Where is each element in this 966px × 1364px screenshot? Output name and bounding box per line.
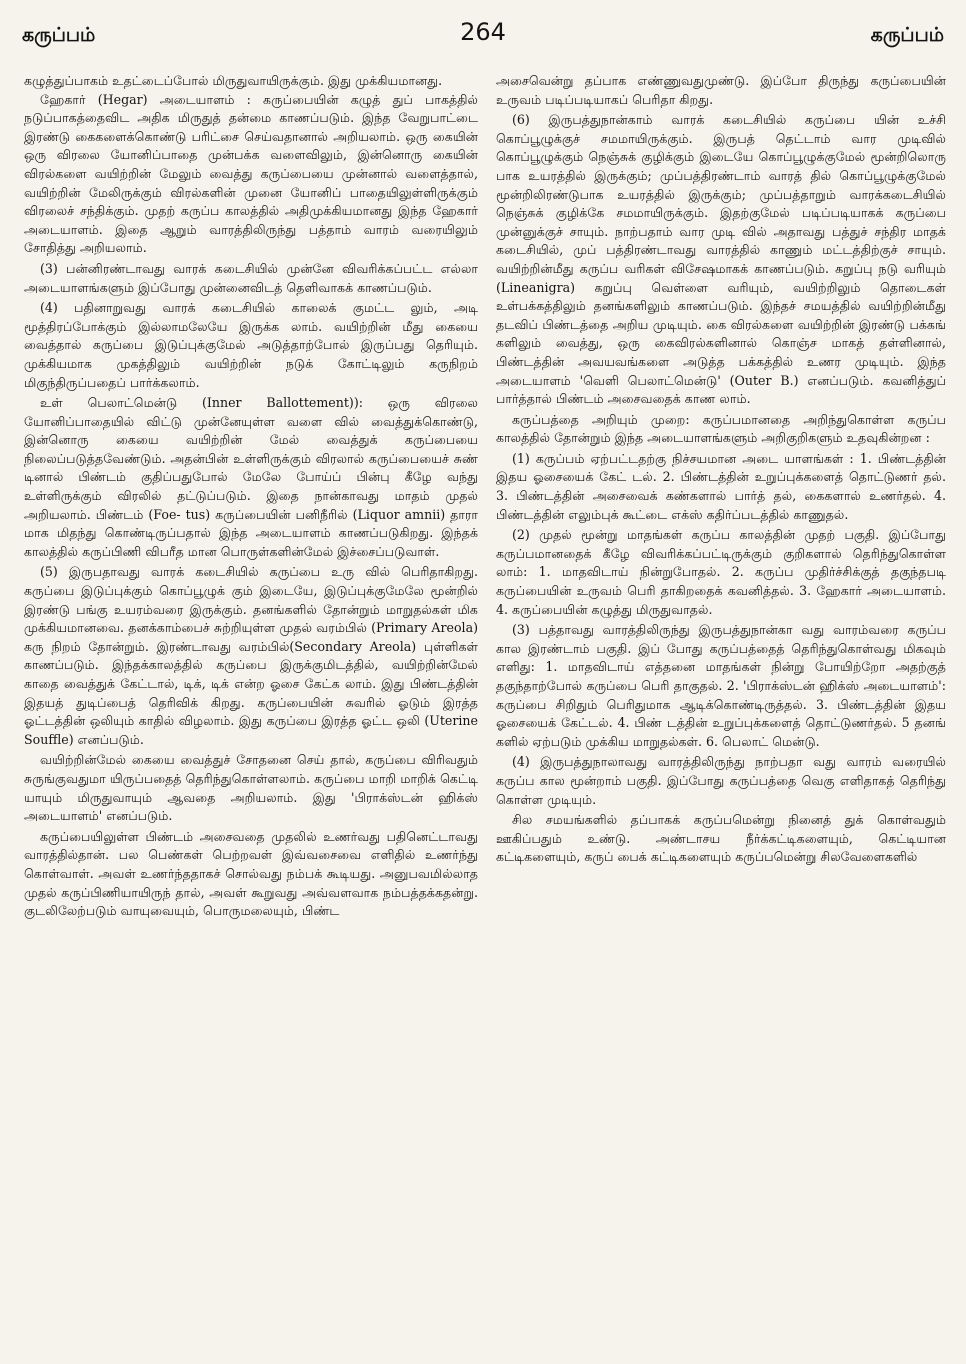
right-column	[496, 72, 946, 1354]
paragraph: (2) முதல் மூன்று மாதங்கள் கருப்ப காலத்தின் முதற் பகுதி. இப்போது கருப்பமானதைக் கீழே விவரிக்கப்பட்டிருக்கும் குறிகளால் தெரிந்துகொள்ள லாம்: 1. மாதவிடாய் நின்றுபோதல். 2. கருப்ப முதிர்ச்சிக்குத் தகுந்தபடி கருப்பையின் உருவம் பெரி தாகிறதைக் கவனித்தல். 3. ஹேகார் அடையாளம். 4. கருப்பையின் கழுத்து மிருதுவாதல்.	[496, 527, 946, 617]
page-number: 264	[460, 18, 506, 46]
running-head-left: கருப்பம்	[22, 24, 96, 46]
paragraph: (6) இருபத்துநான்காம் வாரக் கடைசியில் கருப்பை யின் உச்சி கொப்பூழுக்குச் சமமாயிருக்கும். இருபத் தெட்டாம் வார முடிவில் கொப்பூழுக்கும் நெஞ்சுக் குழிக்கும் இடையே கொப்பூழுக்குமேல் மூன்றிலொரு பாக உயரத்தில் இருக்கும்; முப்பத்திரண்டாம் வாரத் தில் கொப்பூழுக்குமேல் மூன்றிலிரண்டுபாக உயரத்தில் இருக்கும்; முப்பத்தாறும் வாரக்கடைசியில் நெஞ்சுக் குழிக்கே சமமாயிருக்கும். இதற்குமேல் படிப்படியாகக் கருப்பை முன்னுக்குச் சாயும். நாற்பதாம் வார முடி வில் அதாவது பத்துச் சந்திர மாதக் கடைசியில், முப் பத்திரண்டாவது வாரத்தில் காணும் மட்டத்திற்குச் சாயும். வயிற்றின்மீது கருப்ப வரிகள் விசேஷமாகக் காணப்படும். கறுப்பு நடு வரியும் (Lineanigra) கறுப்பு வெள்ளை வரியும், வயிற்றிலும் தொடைகள் உள்பக்கத்திலும் தனங்களிலும் காணப்படும். இந்தச் சமயத்தில் வயிற்றின்மீது தடவிப் பிண்டத்தை அறிய முடியும். கை விரல்களை வயிற்றின் இரண்டு பக்கங் களிலும் வைத்து, ஒரு கைவிரல்களினால் கொஞ்ச மாகத் தள்ளினால், பிண்டத்தின் அவயவங்களை அடுத்த பக்கத்தில் உணர முடியும். இந்த அடையாளம் 'வெளி பெலாட்மென்டு' (Outer B.) எனப்படும். கவனித்துப் பார்த்தால் பிண்டம் அசைவதைக் காண லாம்.	[496, 112, 946, 407]
paragraph: சில சமயங்களில் தப்பாகக் கருப்பமென்று நினைத் துக் கொள்வதும் ஊகிப்பதும் உண்டு. அண்டாசய நீர்க்கட்டிகளையும், கெட்டியான கட்டிகளையும், கருப் பைக் கட்டிகளையும் கருப்பமென்று சிலவேளைகளில்	[496, 812, 946, 865]
paragraph: (3) பன்னிரண்டாவது வாரக் கடைசியில் முன்னே விவரிக்கப்பட்ட எல்லா அடையாளங்களும் இப்போது முன்னைவிடத் தெளிவாகக் காணப்படும்.	[24, 260, 478, 295]
left-column	[24, 72, 478, 1354]
paragraph: வயிற்றின்மேல் கையை வைத்துச் சோதனை செய் தால், கருப்பை விரிவதும் சுருங்குவதுமா யிருப்பதைத் தெரிந்துகொள்ளலாம். கருப்பை மாறி மாறிக் கெட்டி யாயும் மிருதுவாயும் ஆவதை அறியலாம். இது 'பிராக்ஸ்டன் ஹிக்ஸ் அடையாளம்' எனப்படும்.	[24, 752, 478, 824]
paragraph: கருப்பத்தை அறியும் முறை: கருப்பமானதை அறிந்துகொள்ள கருப்ப காலத்தில் தோன்றும் இந்த அடையாளங்களும் அறிகுறிகளும் உதவுகின்றன :	[496, 411, 946, 446]
paragraph: (1) கருப்பம் ஏற்பட்டதற்கு நிச்சயமான அடை யாளங்கள் : 1. பிண்டத்தின் இதய ஓசையைக் கேட் டல். 2. பிண்டத்தின் உறுப்புக்களைத் தொட்டுணர் தல். 3. பிண்டத்தின் அசைவைக் கண்களால் பார்த் தல், கைகளால் உணர்தல். 4. பிண்டத்தின் எலும்புக் கூட்டை எக்ஸ் கதிர்ப்படத்தில் காணுதல்.	[496, 450, 946, 522]
paragraph: (4) பதினாறுவது வாரக் கடைசியில் காலைக் குமட்ட லும், அடி மூத்திரப்போக்கும் இல்லாமலேயே இருக்க லாம். வயிற்றின் மீது கையை வைத்தால் கருப்பை இடுப்புக்குமேல் அடுத்தாற்போல் இருப்பது தெரியும். முக்கியமாக முகத்திலும் வயிற்றின் நடுக் கோட்டிலும் கருநிறம் மிகுந்திருப்பதைப் பார்க்கலாம்.	[24, 300, 478, 390]
paragraph: ஹேகார் (Hegar) அடையாளம் : கருப்பையின் கழுத் துப் பாகத்தில் நடுப்பாகத்தைவிட அதிக மிருதுத் தன்மை காணப்படும். இந்த வேறுபாட்டை இரண்டு கைகளைக்கொண்டு பரிட்சை செய்வதானால் அறியலாம். ஒரு கையின் ஒரு விரலை யோனிப்பாதை முன்பக்க வளைவிலும், இன்னொரு கையின் விரல்களை வயிற்றின் மேலும் வைத்து கருப்பையை முன்னால் வளைத்தால், வயிற்றின் மேலிருக்கும் விரல்களின் முனை யோனிப் பாதையிலுள்ளிருக்கும் விரலைச் சந்திக்கும். முதற் கருப்ப காலத்தில் அதிமுக்கியமானது இந்த ஹேகார் அடையாளம். இதை ஆறும் வாரத்திலிருந்து பத்தாம் வாரம் வரையிலும் சோதித்து அறியலாம்.	[24, 91, 478, 256]
paragraph: உள் பெலாட்மென்டு (Inner Ballottement)): ஒரு விரலை யோனிப்பாதையில் விட்டு முன்னேயுள்ள வளை வில் வைத்துக்கொண்டு, இன்னொரு கையை வயிற்றின் மேல் வைத்துக் கருப்பையை நிலைப்படுத்தவேண்டும். அதன்பின் உள்ளிருக்கும் விரலால் கருப்பையைச் சுண் டினால் பிண்டம் குதிப்பதுபோல் மேலே போய்ப் பின்பு கீழே வந்து உள்ளிருக்கும் விரலில் தட்டுப்படும். இதை நான்காவது மாதம் முதல் அறியலாம். பிண்டம் (Foe- tus) கருப்பையின் பனிநீரில் (Liquor amnii) தாரா மாக மிதந்து கொண்டிருப்பதால் இந்த அடையாளம் காணப்படுகிறது. இந்தக் காலத்தில் கருப்பிணி விபரீத மான பொருள்களின்மேல் இச்சைப்படுவாள்.	[24, 395, 478, 559]
paragraph: (4) இருபத்துநாலாவது வாரத்திலிருந்து நாற்பதா வது வாரம் வரையில் கருப்ப கால மூன்றாம் பகுதி. இப்போது கருப்பத்தை வெகு எளிதாகத் தெரிந்து கொள்ள முடியும்.	[496, 754, 946, 807]
paragraph: கழுத்துப்பாகம் உதட்டைப்போல் மிருதுவாயிருக்கும். இது முக்கியமானது.	[24, 73, 443, 88]
running-head-right: கருப்பம்	[870, 24, 944, 46]
paragraph: கருப்பையிலுள்ள பிண்டம் அசைவதை முதலில் உணர்வது பதினெட்டாவது வாரத்தில்தான். பல பெண்கள் பெற்றவள் இவ்வசைவை எளிதில் உணர்ந்து கொள்வாள். அவள் உணர்ந்ததாகச் சொல்வது நம்பக் கூடியது. அனுபவமில்லாத முதல் கருப்பிணியாயிருந் தால், அவள் கூறுவது அவ்வளவாக நம்பத்தக்கதன்று. குடலிலேற்படும் வாயுவையும், பொருமலையும், பிண்ட	[24, 828, 478, 919]
paragraph: (3) பத்தாவது வாரத்திலிருந்து இருபத்துநான்கா வது வாரம்வரை கருப்ப கால இரண்டாம் பகுதி. இப் போது கருப்பத்தைத் தெரிந்துகொள்வது மிகவும் எளிது: 1. மாதவிடாய் எத்தனை மாதங்கள் நின்று போயிற்றோ அதற்குத் தகுந்தாற்போல் கருப்பை பெரி தாகுதல். 2. 'பிராக்ஸ்டன் ஹிக்ஸ் அடையாளம்': கருப்பை சிறிதும் பெரிதுமாக ஆடிக்கொண்டிருத்தல். 3. பிண்டத்தின் இதய ஓசையைக் கேட்டல். 4. பிண் டத்தின் உறுப்புக்களைத் தொட்டுணர்தல். 5 தனங் களில் ஏற்படும் முக்கிய மாறுதல்கள். 6. பெலாட் மென்டு.	[496, 622, 946, 749]
paragraph: (5) இருபதாவது வாரக் கடைசியில் கருப்பை உரு வில் பெரிதாகிறது. கருப்பை இடுப்புக்கும் கொப்பூழுக் கும் இடையே, இடுப்புக்குமேலே மூன்றில் இரண்டு பங்கு உயரம்வரை இருக்கும். தனங்களில் தோன்றும் மாறுதல்கள் மிக முக்கியமானவை. தனக்காம்பைச் சுற்றியுள்ள முதல் வரம்பில் (Primary Areola) கரு நிறம் தோன்றும். இரண்டாவது வரம்பில்(Secondary Areola) புள்ளிகள் காணப்படும். இந்தக்காலத்தில் கருப்பை இருக்குமிடத்தில், வயிற்றின்மேல் காதை வைத்துக் கேட்டால், டிக், டிக் என்ற ஓசை கேட்க லாம். இது பிண்டத்தின் இதயத் துடிப்பைத் தெரிவிக் கிறது. கருப்பையின் சுவரில் ஓடும் இரத்த ஓட்டத்தின் ஒலியும் காதில் விழலாம். இது கருப்பை இரத்த ஓட்ட ஒலி (Uterine Souffle) எனப்படும்.	[24, 564, 478, 747]
paragraph: அசைவென்று தப்பாக எண்ணுவதுமுண்டு. இப்போ திருந்து கருப்பையின் உருவம் படிப்படியாகப் பெரிதா கிறது.	[496, 73, 946, 107]
page-header	[22, 18, 944, 62]
